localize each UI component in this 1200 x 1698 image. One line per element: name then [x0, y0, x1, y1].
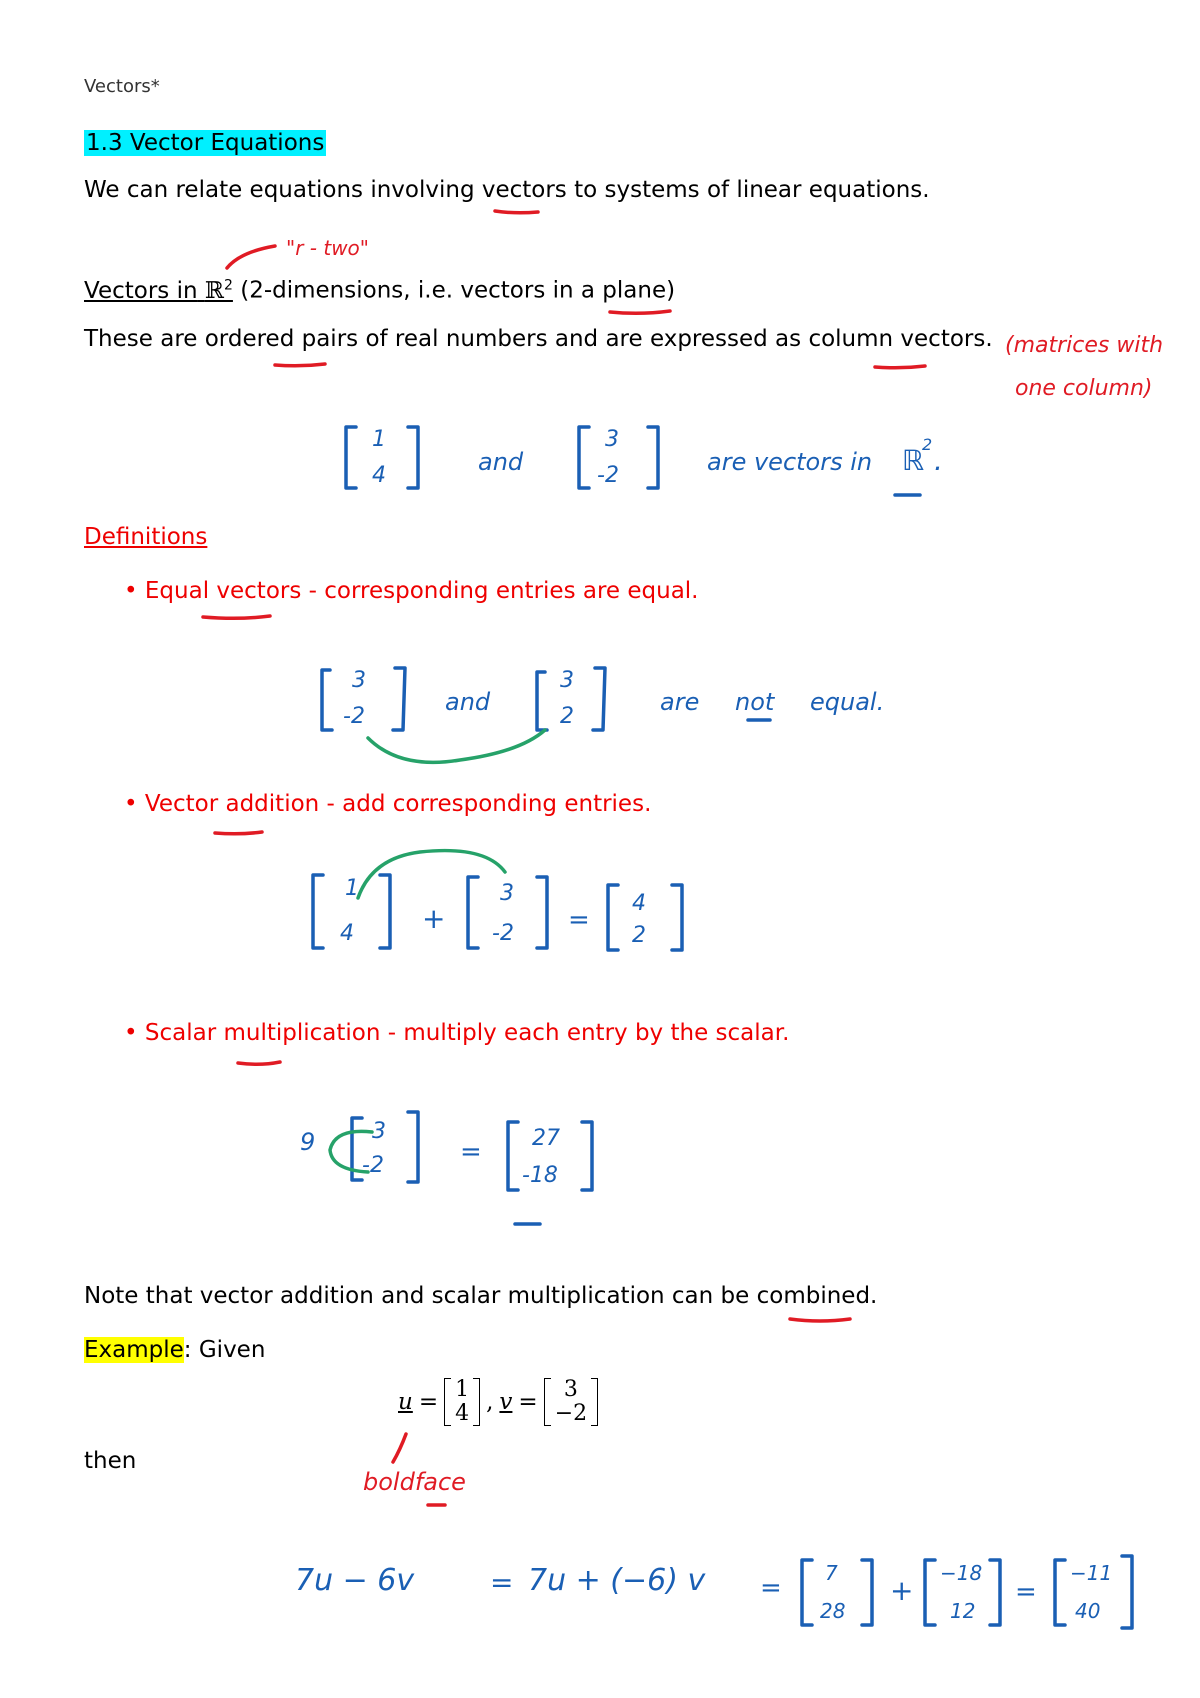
bracket-left [313, 875, 323, 948]
equals-sign: = [418, 1389, 439, 1415]
bracket-right [537, 877, 547, 948]
example-vectors-in-r2 [346, 427, 943, 495]
underline-pairs [275, 364, 325, 366]
boldface-arrow [393, 1434, 406, 1462]
matrix-entry: 4 [455, 1401, 470, 1426]
bracket-right [473, 1378, 480, 1426]
r2-heading-label [84, 278, 233, 304]
bracket-right [672, 885, 682, 950]
not-word: not [735, 688, 775, 716]
bracket-left [346, 427, 356, 488]
bracket-left [925, 1560, 935, 1625]
underline-vectors [495, 211, 538, 213]
underline-multiplication [238, 1062, 280, 1064]
entry: -2 [597, 463, 619, 488]
bracket-right [1122, 1556, 1132, 1628]
section-title [84, 130, 326, 156]
are-vectors-in: are vectors in [707, 448, 873, 476]
matrices-note-2: one column) [1015, 376, 1153, 401]
bracket-left [468, 877, 478, 948]
matrix-column [551, 1378, 591, 1426]
bracket-left [444, 1378, 451, 1426]
entry: −18 [940, 1561, 983, 1585]
bracket-right [862, 1560, 872, 1625]
entry: 4 [632, 891, 646, 916]
entry: 1 [372, 427, 386, 452]
entry: 3 [372, 1119, 386, 1144]
entry: 27 [532, 1126, 560, 1151]
entry: −11 [1070, 1561, 1113, 1585]
matrix-column [451, 1378, 473, 1426]
bullet: • [124, 578, 138, 604]
r2-heading-label-text: Vectors in [84, 277, 198, 304]
definition-equal-vectors [124, 578, 699, 604]
compare-arc [368, 730, 545, 762]
example-rest: : Given [183, 1337, 266, 1363]
v-matrix [544, 1378, 598, 1426]
entry: 4 [372, 463, 386, 488]
underline-column [875, 366, 925, 368]
bracket-right [591, 1378, 598, 1426]
and-word: and [445, 688, 491, 716]
underline-combined [790, 1319, 850, 1321]
bracket-right [990, 1560, 1000, 1625]
add-arc [358, 851, 505, 898]
underline-addition [215, 832, 262, 834]
r2-heading-rest: (2-dimensions, i.e. vectors in a plane) [240, 277, 676, 304]
r-symbol: ℝ [902, 444, 925, 477]
r-sup: 2 [922, 435, 933, 454]
bracket-left [608, 885, 618, 950]
bracket-right [408, 427, 418, 488]
then-text: then [84, 1448, 137, 1474]
r2-sup: 2 [224, 277, 233, 293]
bracket-left [352, 1118, 362, 1180]
plus-sign: + [422, 902, 446, 935]
r-two-label: "r - two" [286, 236, 369, 260]
entry: 1 [345, 876, 359, 901]
bullet: • [124, 1020, 138, 1046]
expr-lhs: 7u − 6v [295, 1563, 415, 1598]
equals-sign: = [1015, 1577, 1037, 1607]
bracket-left [508, 1122, 518, 1190]
matrix-entry: −2 [554, 1401, 588, 1426]
bracket-left [544, 1378, 551, 1426]
u-matrix [444, 1378, 480, 1426]
r-two-arrow [227, 246, 275, 268]
bracket-right [648, 427, 658, 488]
r2-symbol: ℝ [204, 277, 224, 304]
u-symbol: u [398, 1389, 413, 1415]
bracket-right [593, 668, 605, 730]
bracket-left [802, 1560, 812, 1625]
entry: 7 [825, 1561, 838, 1585]
entry: 2 [560, 704, 574, 729]
bracket-left [579, 427, 589, 488]
entry: 2 [632, 923, 646, 948]
and-word: and [478, 448, 524, 476]
r2-heading [84, 277, 675, 304]
scalar: 9 [300, 1128, 316, 1156]
entry: 3 [605, 427, 619, 452]
entry: -18 [522, 1163, 558, 1188]
definition-vector-addition [124, 791, 651, 817]
example-addition [313, 851, 682, 950]
entry: 3 [500, 881, 514, 906]
bullet: • [124, 791, 138, 817]
bracket-right [582, 1122, 592, 1190]
period: . [934, 444, 943, 477]
entry: 28 [820, 1599, 846, 1623]
definition-scalar-multiplication [124, 1020, 789, 1046]
note-text: Note that vector addition and scalar multiplication can be combined. [84, 1283, 878, 1309]
matrices-note-1: (matrices with [1005, 333, 1164, 358]
given-vectors [398, 1378, 598, 1426]
definitions-label: Definitions [84, 524, 208, 550]
definition-text: Scalar multiplication - multiply each entry by the scalar. [144, 1020, 790, 1046]
underline-plane [610, 311, 670, 313]
bracket-left [322, 670, 332, 730]
bracket-right [408, 1112, 418, 1182]
boldface-label: boldface [363, 1468, 466, 1496]
intro-text: We can relate equations involving vectors to systems of linear equations. [84, 177, 930, 203]
matrix-entry: 1 [455, 1377, 470, 1402]
example-label: Example [84, 1337, 184, 1363]
final-computation [295, 1556, 1132, 1628]
entry: 12 [950, 1599, 976, 1623]
section-title-text: 1.3 Vector Equations [86, 130, 325, 156]
page-header: Vectors* [84, 76, 160, 97]
entry: 3 [560, 668, 574, 693]
bracket-left [1055, 1560, 1065, 1625]
entry: -2 [362, 1153, 384, 1178]
example-scalar [300, 1112, 592, 1224]
bracket-right [380, 875, 390, 948]
entry: 4 [340, 921, 354, 946]
expr-mid: 7u + (−6) v [528, 1563, 706, 1598]
equals-sign: = [490, 1566, 514, 1599]
example-line [84, 1337, 265, 1363]
entry: -2 [492, 921, 514, 946]
definition-text: Equal vectors - corresponding entries are equal. [144, 578, 699, 604]
bracket-left [537, 672, 547, 730]
definition-text: Vector addition - add corresponding entries. [144, 791, 652, 817]
scalar-arc [330, 1131, 372, 1172]
matrix-entry: 3 [563, 1377, 578, 1402]
entry: 40 [1075, 1599, 1101, 1623]
equals-sign: = [568, 905, 590, 935]
v-symbol: v [499, 1389, 513, 1415]
entry: 3 [352, 668, 366, 693]
example-not-equal [322, 668, 884, 762]
underline-equal [203, 616, 270, 618]
equal-word: equal. [810, 688, 885, 716]
r2-description: These are ordered pairs of real numbers and are expressed as column vectors. [84, 326, 993, 352]
equals-sign: = [518, 1389, 538, 1415]
are-word: are [660, 688, 700, 716]
equals-sign: = [760, 1573, 782, 1603]
plus-sign: + [890, 1574, 914, 1607]
bracket-right [393, 668, 405, 730]
separator: , [486, 1389, 494, 1415]
equals-sign: = [460, 1137, 482, 1167]
entry: -2 [343, 704, 365, 729]
